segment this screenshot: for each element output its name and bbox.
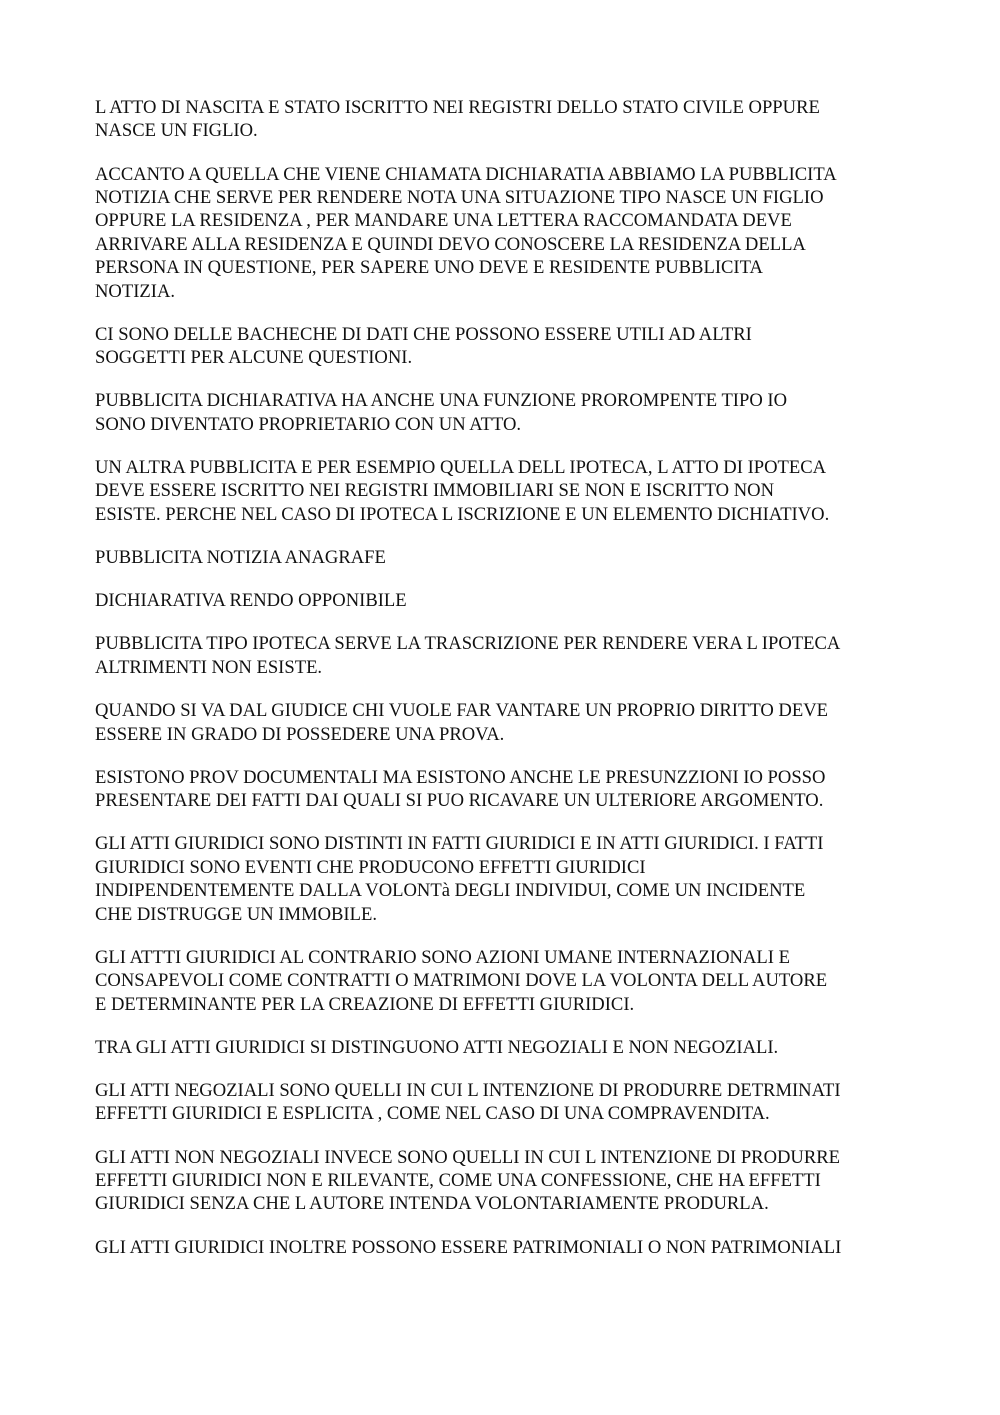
document-page [95,96,915,1279]
paragraph-5: UN ALTRA PUBBLICITA E PER ESEMPIO QUELLA DELL IPOTECA, L ATTO DI IPOTECA DEVE ESSERE ISCRITTO NEI REGISTRI IMMOBILIARI SE NON E ISCRITTO NON ESISTE. PERCHE NEL CASO DI IPOTECA L ISCRIZIONE E UN ELEMENTO DICHIATIVO. [95,457,830,525]
paragraph-10: ESISTONO PROV DOCUMENTALI MA ESISTONO ANCHE LE PRESUNZZIONI IO POSSO PRESENTARE DEI FATTI DAI QUALI SI PUO RICAVARE UN ULTERIORE ARGOMENTO. [95,766,826,812]
paragraph-15: GLI ATTI NON NEGOZIALI INVECE SONO QUELLI IN CUI L INTENZIONE DI PRODURRE EFFETTI GIURIDICI NON E RILEVANTE, COME UNA CONFESSIONE, CHE HA EFFETTI GIURIDICI SENZA CHE L AUTORE INTENDA VOLONTARIAMENTE PRODURLA. [95,1146,841,1215]
paragraph-2: ACCANTO A QUELLA CHE VIENE CHIAMATA DICHIARATIA ABBIAMO LA PUBBLICITA NOTIZIA CHE SERVE PER RENDERE NOTA UNA SITUAZIONE TIPO NASCE UN FIGLIO OPPURE LA RESIDENZA , PER MANDARE UNA LETTERA RACCOMANDATA DEVE ARRIVARE ALLA RESIDENZA E QUINDI DEVO CONOSCERE LA RESIDENZA DELLA PERSONA IN QUESTIONE, PER SAPERE UNO DEVE E RESIDENTE PUBBLICITA NOTIZIA. [95,163,837,302]
paragraph-13: TRA GLI ATTI GIURIDICI SI DISTINGUONO ATTI NEGOZIALI E NON NEGOZIALI. [95,1036,779,1058]
paragraph-3: CI SONO DELLE BACHECHE DI DATI CHE POSSONO ESSERE UTILI AD ALTRI SOGGETTI PER ALCUNE QUESTIONI. [95,323,752,369]
paragraph-4: PUBBLICITA DICHIARATIVA HA ANCHE UNA FUNZIONE PROROMPENTE TIPO IO SONO DIVENTATO PROPRIETARIO CON UN ATTO. [95,390,788,435]
paragraph-14: GLI ATTI NEGOZIALI SONO QUELLI IN CUI L INTENZIONE DI PRODURRE DETRMINATI EFFETTI GIURIDICI E ESPLICITA , COME NEL CASO DI UNA COMPRAVENDITA. [95,1079,841,1125]
paragraph-1: L ATTO DI NASCITA E STATO ISCRITTO NEI REGISTRI DELLO STATO CIVILE OPPURE NASCE UN FIGLIO. [95,97,820,142]
paragraph-11: GLI ATTI GIURIDICI SONO DISTINTI IN FATTI GIURIDICI E IN ATTI GIURIDICI. I FATTI GIURIDICI SONO EVENTI CHE PRODUCONO EFFETTI GIURIDICI INDIPENDENTEMENTE DALLA VOLONTà DEGLI INDIVIDUI, COME UN INCIDENTE CHE DISTRUGGE UN IMMOBILE. [95,833,824,925]
paragraph-16: GLI ATTI GIURIDICI INOLTRE POSSONO ESSERE PATRIMONIALI O NON PATRIMONIALI [95,1236,842,1258]
paragraph-12: GLI ATTTI GIURIDICI AL CONTRARIO SONO AZIONI UMANE INTERNAZIONALI E CONSAPEVOLI COME CONTRATTI O MATRIMONI DOVE LA VOLONTA DELL AUTORE E DETERMINANTE PER LA CREAZIONE DI EFFETTI GIURIDICI. [95,946,828,1015]
paragraph-8: PUBBLICITA TIPO IPOTECA SERVE LA TRASCRIZIONE PER RENDERE VERA L IPOTECA ALTRIMENTI NON ESISTE. [95,633,841,678]
paragraph-9: QUANDO SI VA DAL GIUDICE CHI VUOLE FAR VANTARE UN PROPRIO DIRITTO DEVE ESSERE IN GRADO DI POSSEDERE UNA PROVA. [95,700,828,745]
paragraph-7: DICHIARATIVA RENDO OPPONIBILE [95,590,407,612]
paragraph-6: PUBBLICITA NOTIZIA ANAGRAFE [95,547,386,569]
